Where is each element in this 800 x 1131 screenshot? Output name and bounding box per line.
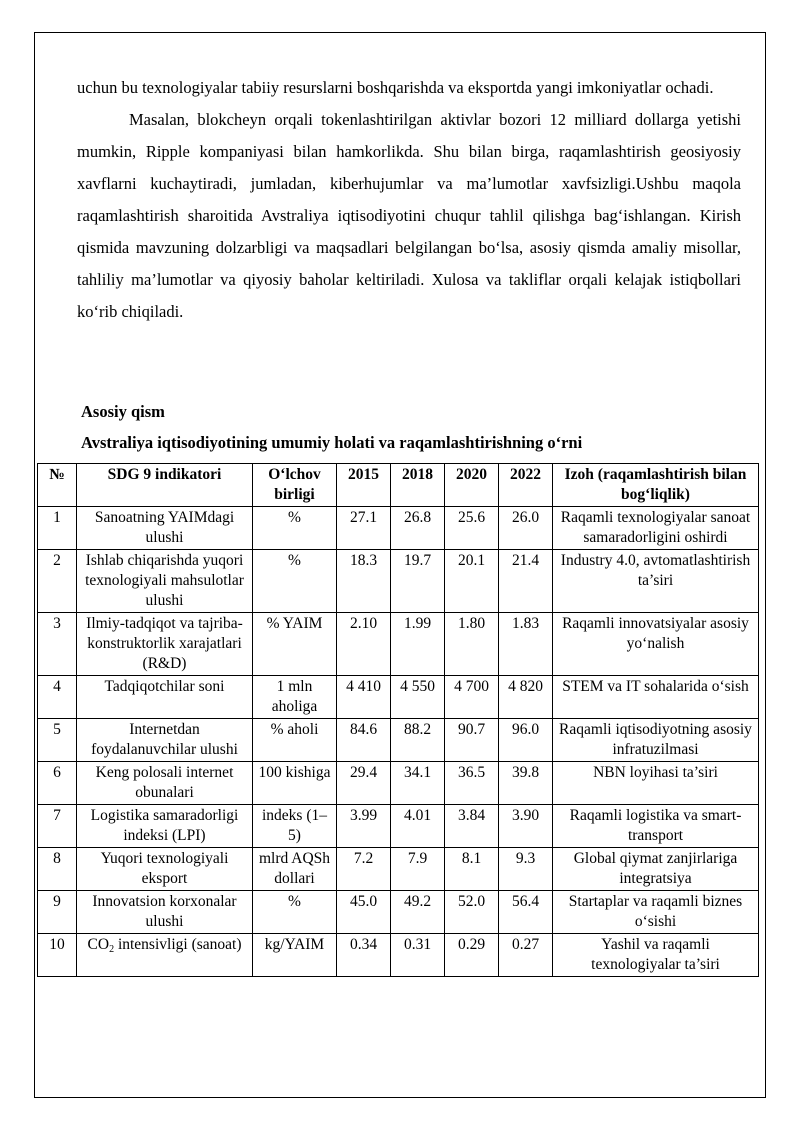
table-row bbox=[38, 550, 759, 613]
value-cell: 3.84 bbox=[445, 805, 499, 848]
note-cell: Raqamli iqtisodiyotning asosiy infratuzilmasi bbox=[553, 719, 759, 762]
row-number: 2 bbox=[38, 550, 77, 613]
unit-cell: mlrd AQSh dollari bbox=[253, 848, 337, 891]
value-cell: 29.4 bbox=[337, 762, 391, 805]
unit-cell: % bbox=[253, 507, 337, 550]
row-number: 1 bbox=[38, 507, 77, 550]
unit-cell: indeks (1–5) bbox=[253, 805, 337, 848]
table-row bbox=[38, 934, 759, 977]
row-number: 3 bbox=[38, 613, 77, 676]
column-header: SDG 9 indikatori bbox=[77, 464, 253, 507]
value-cell: 4 820 bbox=[499, 676, 553, 719]
column-header: 2018 bbox=[391, 464, 445, 507]
value-cell: 27.1 bbox=[337, 507, 391, 550]
value-cell: 8.1 bbox=[445, 848, 499, 891]
value-cell: 3.90 bbox=[499, 805, 553, 848]
indicator-cell: Ishlab chiqarishda yuqori texnologiyali mahsulotlar ulushi bbox=[77, 550, 253, 613]
subsection-heading: Avstraliya iqtisodiyotining umumiy holati va raqamlashtirishning o‘rni bbox=[81, 433, 583, 452]
value-cell: 88.2 bbox=[391, 719, 445, 762]
value-cell: 4 410 bbox=[337, 676, 391, 719]
table-row bbox=[38, 805, 759, 848]
indicator-cell: Ilmiy-tadqiqot va tajriba-konstruktorlik xarajatlari (R&D) bbox=[77, 613, 253, 676]
row-number: 9 bbox=[38, 891, 77, 934]
row-number: 10 bbox=[38, 934, 77, 977]
paragraph: Masalan, blokcheyn orqali tokenlashtirilgan aktivlar bozori 12 milliard dollarga yetishi mumkin, Ripple kompaniyasi bilan hamkorlikda. Shu bilan birga, raqamlashtirish geosiyosiy xavflarni kuchaytiradi, jumladan, kiberhujumlar va ma’lumotlar xavfsizligi.Ushbu maqola raqamlashtirish sharoitida Avstraliya iqtisodiyotini chuqur tahlil qilishga bag‘ishlangan. Kirish qismida mavzuning dolzarbligi va maqsadlari belgilangan bo‘lsa, asosiy qismda amaliy misollar, tahliliy ma’lumotlar va qiyosiy baholar keltiriladi. Xulosa va takliflar orqali kelajak istiqbollari ko‘rib chiqiladi. bbox=[77, 110, 741, 321]
table-row bbox=[38, 507, 759, 550]
note-cell: STEM va IT sohalarida o‘sish bbox=[553, 676, 759, 719]
table-row bbox=[38, 676, 759, 719]
note-cell: Yashil va raqamli texnologiyalar ta’siri bbox=[553, 934, 759, 977]
indicator-cell: Tadqiqotchilar soni bbox=[77, 676, 253, 719]
value-cell: 96.0 bbox=[499, 719, 553, 762]
value-cell: 7.9 bbox=[391, 848, 445, 891]
value-cell: 9.3 bbox=[499, 848, 553, 891]
value-cell: 20.1 bbox=[445, 550, 499, 613]
value-cell: 0.29 bbox=[445, 934, 499, 977]
note-cell: NBN loyihasi ta’siri bbox=[553, 762, 759, 805]
indicator-cell: Internetdan foydalanuvchilar ulushi bbox=[77, 719, 253, 762]
unit-cell: 100 kishiga bbox=[253, 762, 337, 805]
column-header: 2022 bbox=[499, 464, 553, 507]
value-cell: 1.99 bbox=[391, 613, 445, 676]
value-cell: 21.4 bbox=[499, 550, 553, 613]
paragraph: uchun bu texnologiyalar tabiiy resurslarni boshqarishda va eksportda yangi imkoniyatlar ochadi. bbox=[77, 78, 714, 97]
table-row bbox=[38, 891, 759, 934]
table-row bbox=[38, 613, 759, 676]
value-cell: 18.3 bbox=[337, 550, 391, 613]
note-cell: Global qiymat zanjirlariga integratsiya bbox=[553, 848, 759, 891]
indicator-cell bbox=[77, 934, 253, 977]
column-header: Izoh (raqamlashtirish bilan bog‘liqlik) bbox=[553, 464, 759, 507]
row-number: 7 bbox=[38, 805, 77, 848]
unit-cell: % bbox=[253, 891, 337, 934]
value-cell: 3.99 bbox=[337, 805, 391, 848]
unit-cell: % bbox=[253, 550, 337, 613]
value-cell: 7.2 bbox=[337, 848, 391, 891]
column-header: 2015 bbox=[337, 464, 391, 507]
value-cell: 1.83 bbox=[499, 613, 553, 676]
value-cell: 0.34 bbox=[337, 934, 391, 977]
note-cell: Startaplar va raqamli biznes o‘sishi bbox=[553, 891, 759, 934]
value-cell: 19.7 bbox=[391, 550, 445, 613]
value-cell: 0.31 bbox=[391, 934, 445, 977]
table-row bbox=[38, 848, 759, 891]
indicator-cell: Keng polosali internet obunalari bbox=[77, 762, 253, 805]
value-cell: 4 550 bbox=[391, 676, 445, 719]
row-number: 5 bbox=[38, 719, 77, 762]
note-cell: Raqamli logistika va smart-transport bbox=[553, 805, 759, 848]
value-cell: 2.10 bbox=[337, 613, 391, 676]
column-header: 2020 bbox=[445, 464, 499, 507]
value-cell: 39.8 bbox=[499, 762, 553, 805]
value-cell: 26.8 bbox=[391, 507, 445, 550]
unit-cell: 1 mln aholiga bbox=[253, 676, 337, 719]
value-cell: 26.0 bbox=[499, 507, 553, 550]
body-text bbox=[77, 72, 741, 328]
value-cell: 4 700 bbox=[445, 676, 499, 719]
indicator-cell: Innovatsion korxonalar ulushi bbox=[77, 891, 253, 934]
value-cell: 90.7 bbox=[445, 719, 499, 762]
indicator-suffix: intensivligi (sanoat) bbox=[114, 936, 242, 953]
column-header: № bbox=[38, 464, 77, 507]
value-cell: 34.1 bbox=[391, 762, 445, 805]
row-number: 4 bbox=[38, 676, 77, 719]
note-cell: Raqamli texnologiyalar sanoat samaradorligini oshirdi bbox=[553, 507, 759, 550]
value-cell: 84.6 bbox=[337, 719, 391, 762]
section-heading: Asosiy qism bbox=[81, 402, 165, 421]
indicator-prefix: CO bbox=[87, 936, 110, 953]
column-header: O‘lchov birligi bbox=[253, 464, 337, 507]
value-cell: 56.4 bbox=[499, 891, 553, 934]
value-cell: 45.0 bbox=[337, 891, 391, 934]
unit-cell: % aholi bbox=[253, 719, 337, 762]
value-cell: 0.27 bbox=[499, 934, 553, 977]
value-cell: 36.5 bbox=[445, 762, 499, 805]
indicator-cell: Logistika samaradorligi indeksi (LPI) bbox=[77, 805, 253, 848]
value-cell: 1.80 bbox=[445, 613, 499, 676]
indicator-subscript: 2 bbox=[109, 944, 115, 955]
value-cell: 4.01 bbox=[391, 805, 445, 848]
note-cell: Raqamli innovatsiyalar asosiy yo‘nalish bbox=[553, 613, 759, 676]
note-cell: Industry 4.0, avtomatlashtirish ta’siri bbox=[553, 550, 759, 613]
table-row bbox=[38, 719, 759, 762]
unit-cell: % YAIM bbox=[253, 613, 337, 676]
value-cell: 49.2 bbox=[391, 891, 445, 934]
value-cell: 52.0 bbox=[445, 891, 499, 934]
indicator-cell: Sanoatning YAIMdagi ulushi bbox=[77, 507, 253, 550]
indicator-cell: Yuqori texnologiyali eksport bbox=[77, 848, 253, 891]
table-header-row bbox=[38, 464, 759, 507]
row-number: 8 bbox=[38, 848, 77, 891]
value-cell: 25.6 bbox=[445, 507, 499, 550]
sdg9-indicators-table bbox=[37, 463, 759, 977]
table-row bbox=[38, 762, 759, 805]
unit-cell: kg/YAIM bbox=[253, 934, 337, 977]
row-number: 6 bbox=[38, 762, 77, 805]
